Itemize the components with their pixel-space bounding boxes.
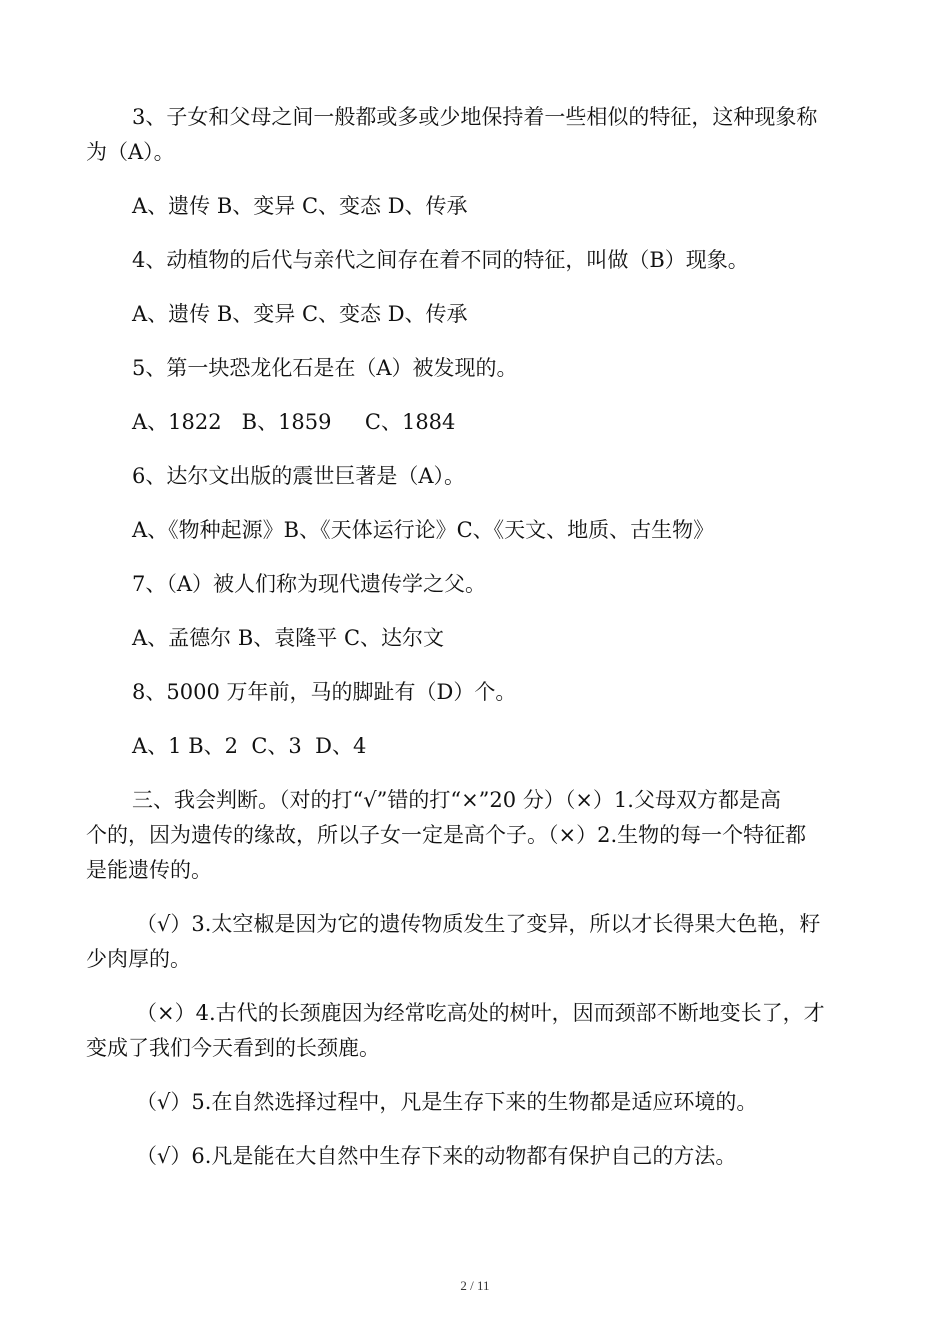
- section-3-line-2: 个的，因为遗传的缘故，所以子女一定是高个子。（×）2.生物的每一个特征都: [86, 823, 807, 847]
- judgement-6-line: （√）6.凡是能在大自然中生存下来的动物都有保护自己的方法。: [136, 1144, 737, 1168]
- question-7-options: A、孟德尔 B、袁隆平 C、达尔文: [132, 626, 445, 650]
- question-6: 6、达尔文出版的震世巨著是（A）。: [132, 464, 466, 488]
- question-8: 8、5000 万年前，马的脚趾有（D）个。: [132, 680, 517, 704]
- page-number: 2 / 11: [460, 1278, 490, 1293]
- judgement-6: [86, 1139, 866, 1174]
- question-3-line-2: 为（A）。: [86, 140, 175, 164]
- section-3-intro: [86, 783, 866, 888]
- question-4-options: A、遗传 B、变异 C、变态 D、传承: [132, 302, 468, 326]
- judgement-4-line-1: （×）4.古代的长颈鹿因为经常吃高处的树叶，因而颈部不断地变长了，才: [136, 1001, 825, 1025]
- judgement-3: [86, 907, 866, 977]
- question-8-options: A、1 B、2 C、3 D、4: [132, 734, 367, 758]
- question-7: 7、（A）被人们称为现代遗传学之父。: [132, 572, 487, 596]
- judgement-3-line-1: （√）3.太空椒是因为它的遗传物质发生了变异，所以才长得果大色艳，籽: [136, 912, 821, 936]
- judgement-3-line-2: 少肉厚的。: [86, 947, 191, 971]
- judgement-5: [86, 1085, 866, 1120]
- question-5: 5、第一块恐龙化石是在（A）被发现的。: [132, 356, 518, 380]
- section-3-line-3: 是能遗传的。: [86, 858, 212, 882]
- document-body: [86, 100, 866, 1193]
- judgement-4: [86, 996, 866, 1066]
- judgement-4-line-2: 变成了我们今天看到的长颈鹿。: [86, 1036, 380, 1060]
- question-5-options: A、1822 B、1859 C、1884: [132, 410, 456, 434]
- question-3-line-1: 3、子女和父母之间一般都或多或少地保持着一些相似的特征，这种现象称: [132, 105, 818, 129]
- judgement-5-line: （√）5.在自然选择过程中，凡是生存下来的生物都是适应环境的。: [136, 1090, 758, 1114]
- question-6-options: A、《物种起源》B、《天体运行论》C、《天文、地质、古生物》: [132, 518, 715, 542]
- question-3-options: A、遗传 B、变异 C、变态 D、传承: [132, 194, 468, 218]
- question-3: [86, 100, 866, 170]
- question-4: 4、动植物的后代与亲代之间存在着不同的特征，叫做（B）现象。: [132, 248, 749, 272]
- section-3-line-1: 三、我会判断。（对的打“√”错的打“×”20 分）（×）1.父母双方都是高: [132, 788, 781, 812]
